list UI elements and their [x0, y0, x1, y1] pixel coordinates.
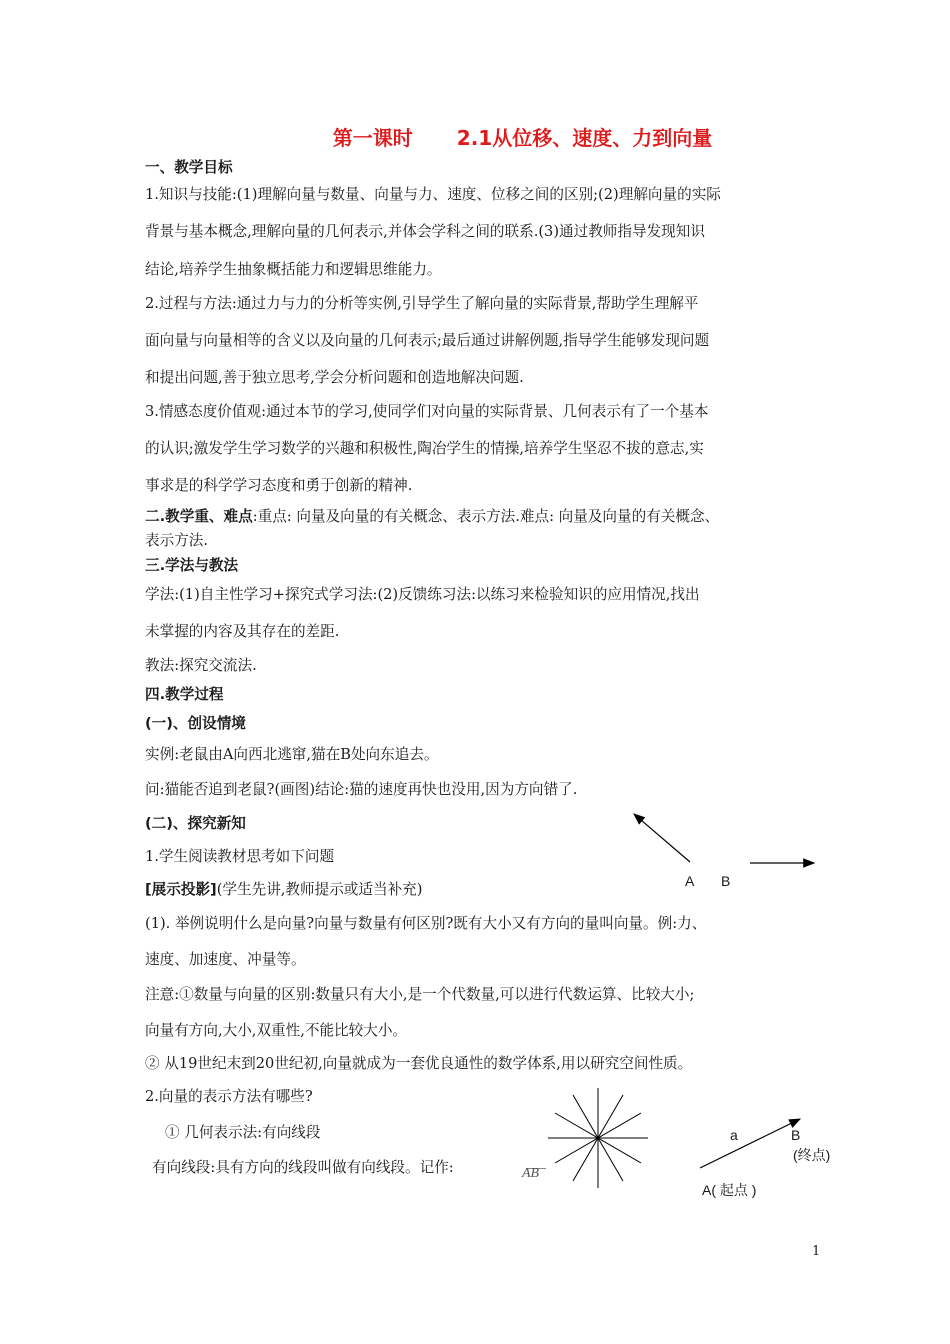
paragraph-line: 的认识;激发学生学习数学的兴趣和积极性,陶冶学生的情操,培养学生坚忍不拔的意志,实: [145, 440, 704, 457]
paragraph-line: 学法:(1)自主性学习+探究式学习法:(2)反馈练习法:以练习来检验知识的应用情况,找出: [145, 586, 700, 603]
projection-label: [展示投影]: [145, 881, 217, 898]
paragraph-line: 向量有方向,大小,双重性,不能比较大小。: [145, 1022, 408, 1039]
paragraph-line: 1.学生阅读教材思考如下问题: [145, 848, 335, 865]
paragraph-line: 结论,培养学生抽象概括能力和逻辑思维能力。: [145, 261, 442, 278]
vector-a-arrow: [700, 1119, 800, 1168]
paragraph-line: ② 从19世纪末到20世纪初,向量就成为一套优良通性的数学体系,用以研究空间性质。: [145, 1055, 693, 1072]
paragraph-line: (1). 举例说明什么是向量?向量与数量有何区别?既有大小又有方向的量叫向量。例:力、: [145, 915, 707, 932]
section-heading-methods: 三.学法与教法: [145, 557, 239, 574]
paragraph-line: 教法:探究交流法.: [145, 657, 257, 674]
paragraph-line: 有向线段:具有方向的线段叫做有向线段。记作:: [152, 1159, 454, 1176]
label-b-endpoint: B: [791, 1127, 801, 1143]
subsection-heading: (二)、探究新知: [145, 815, 246, 832]
label-startpoint: A( 起点 ): [702, 1182, 757, 1198]
paragraph-line: 和提出问题,善于独立思考,学会分析问题和创造地解决问题.: [145, 369, 524, 386]
key-points-text: :重点: 向量及向量的有关概念、表示方法.难点: 向量及向量的有关概念、: [252, 508, 720, 525]
projection-text: (学生先讲,教师提示或适当补充): [216, 881, 423, 898]
paragraph-line: 实例:老鼠由A向西北逃窜,猫在B处向东追去。: [145, 746, 439, 763]
arrow-northwest: [634, 814, 690, 862]
paragraph-line: 表示方法.: [145, 532, 209, 549]
vector-notation: AB: [522, 1166, 540, 1181]
section-heading-goals: 一、教学目标: [145, 159, 233, 176]
label-b: B: [721, 873, 731, 889]
title-topic: 2.1从位移、速度、力到向量: [456, 126, 713, 150]
paragraph-line: 未掌握的内容及其存在的差距.: [145, 623, 340, 640]
paragraph-line: 2.向量的表示方法有哪些?: [145, 1088, 313, 1105]
paragraph-line: 面向量与向量相等的含义以及向量的几何表示;最后通过讲解例题,指导学生能够发现问题: [145, 332, 710, 349]
paragraph-line: 事求是的科学学习态度和勇于创新的精神.: [145, 477, 413, 494]
section-heading-key: 二.教学重、难点: [145, 508, 253, 525]
star-of-lines: [548, 1088, 648, 1188]
paragraph-line: 3.情感态度价值观:通过本节的学习,使同学们对向量的实际背景、几何表示有了一个基本: [145, 403, 709, 420]
title-lesson: 第一课时: [332, 126, 413, 150]
paragraph-line: 背景与基本概念,理解向量的几何表示,并体会学科之间的联系.(3)通过教师指导发现知识: [145, 223, 705, 240]
subsection-heading: (一)、创设情境: [145, 715, 246, 732]
label-endpoint: (终点): [793, 1147, 831, 1163]
paragraph-line: 速度、加速度、冲量等。: [145, 951, 306, 968]
paragraph-line: 注意:①数量与向量的区别:数量只有大小,是一个代数量,可以进行代数运算、比较大小;: [145, 986, 695, 1003]
paragraph-line: 2.过程与方法:通过力与力的分析等实例,引导学生了解向量的实际背景,帮助学生理解平: [145, 295, 699, 312]
vector-name-a: a: [730, 1127, 738, 1143]
section-heading-process: 四.教学过程: [145, 686, 224, 703]
page-number: 1: [812, 1244, 821, 1259]
paragraph-line: 1.知识与技能:(1)理解向量与数量、向量与力、速度、位移之间的区别;(2)理解向量的实际: [145, 186, 721, 203]
paragraph-line: 问:猫能否追到老鼠?(画图)结论:猫的速度再快也没用,因为方向错了.: [145, 781, 578, 798]
paragraph-line: ① 几何表示法:有向线段: [165, 1124, 321, 1141]
label-a: A: [685, 873, 695, 889]
